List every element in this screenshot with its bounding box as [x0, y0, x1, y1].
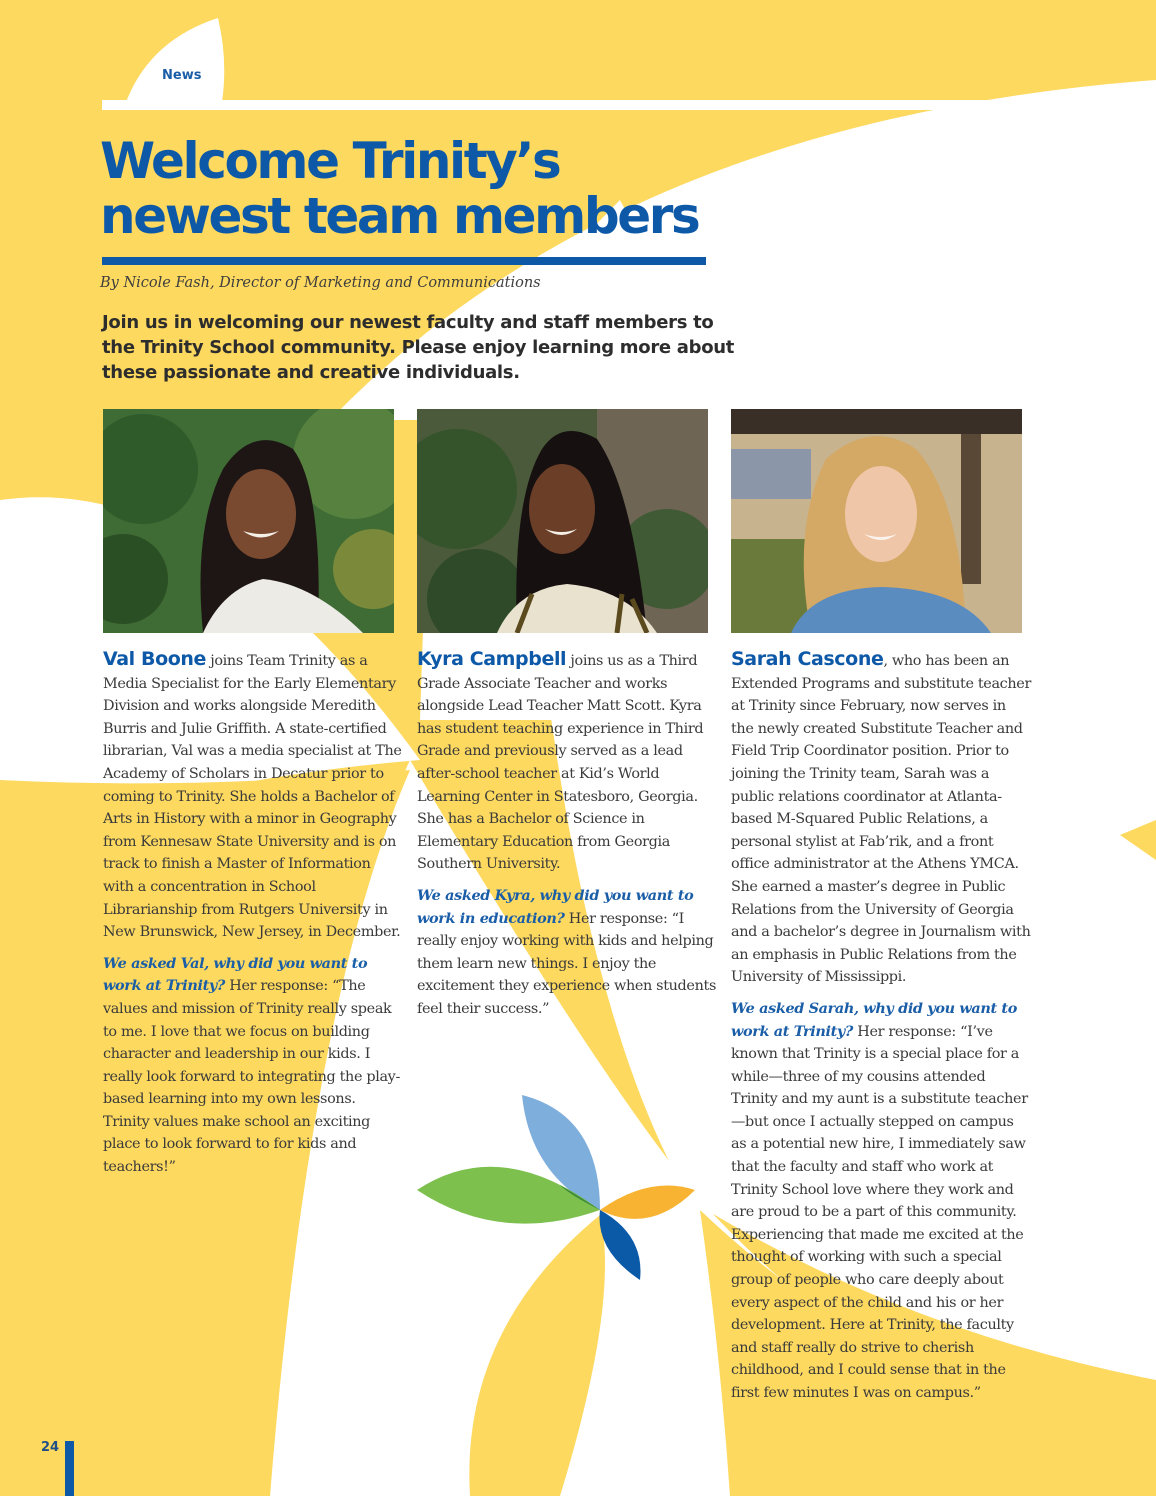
page-title: Welcome Trinity’s newest team members — [100, 132, 699, 245]
member-column-val-boone — [103, 648, 403, 1188]
member-bio-text: joins us as a Third Grade Associate Teacher and works alongside Lead Teacher Matt Scott. Kyra has student teaching experience in Third Grade and previously served as a lead after-school teacher at Kid’s World Learning Center in Statesboro, Georgia. She has a Bachelor of Science in Elementary Education from Georgia Southern University. — [417, 653, 704, 873]
member-qa — [103, 953, 403, 1179]
member-question: We asked Val, why did you want to work at Trinity? — [103, 954, 368, 995]
member-question: We asked Sarah, why did you want to work at Trinity? — [731, 999, 1017, 1040]
member-response: Her response: “I really enjoy working with kids and helping them learn new things. I enjoy the excitement they experience when students feel their success.” — [417, 910, 716, 1017]
trinity-leaf-logo-icon — [410, 1085, 710, 1285]
photo-val-boone — [103, 409, 394, 633]
page-number: 24 — [41, 1440, 60, 1455]
member-qa — [417, 885, 717, 1021]
page-number-bar — [65, 1441, 74, 1496]
title-underline — [102, 257, 706, 265]
member-column-kyra-campbell — [417, 648, 717, 1030]
member-name: Kyra Campbell — [417, 648, 567, 670]
member-question: We asked Kyra, why did you want to work in education? — [417, 886, 694, 927]
intro-paragraph: Join us in welcoming our newest faculty and staff members to the Trinity School community. Please enjoy learning more about these passionate and creative individuals. — [102, 312, 735, 383]
member-bio-text: joins Team Trinity as a Media Specialist for the Early Elementary Division and works alongside Meredith Burris and Julie Griffith. A state-certified librarian, Val was a media specialist at The Academy of Scholars in Decatur prior to coming to Trinity. She holds a Bachelor of Arts in History with a minor in Geography from Kennesaw State University and is on track to finish a Master of Information with a concentration in School Librarianship from Rutgers University in New Brunswick, New Jersey, in December. — [103, 653, 402, 941]
member-column-sarah-cascone — [731, 648, 1031, 1414]
member-name: Val Boone — [103, 648, 207, 670]
section-label: News — [162, 68, 202, 83]
member-bio-text: , who has been an Extended Programs and substitute teacher at Trinity since February, now serves in the newly created Substitute Teacher and Field Trip Coordinator position. Prior to joining the Trinity team, Sarah was a public relations coordinator at Atlanta-based M-Squared Public Relations, a personal stylist at Fab’rik, and a front office administrator at the Athens YMCA. She earned a master’s degree in Public Relations from the University of Georgia and a bachelor’s degree in Journalism with an emphasis in Public Relations from the University of Mississippi. — [731, 653, 1032, 986]
member-name: Sarah Cascone — [731, 648, 884, 670]
header-rule — [102, 100, 1156, 110]
photo-sarah-cascone — [731, 409, 1022, 633]
member-response: Her response: “I’ve known that Trinity is a special place for a while—three of my cousins attended Trinity and my aunt is a substitute teacher—but once I actually stepped on campus as a potential new hire, I immediately saw that the faculty and staff who work at Trinity School love where they work and are proud to be a part of this community. Experiencing that made me excited at the thought of working with such a special group of people who care deeply about every aspect of the child and his or her development. Here at Trinity, the faculty and staff really do strive to cherish childhood, and I could sense that in the first few minutes I was on campus.” — [731, 1023, 1028, 1401]
byline: By Nicole Fash, Director of Marketing and Communications — [100, 275, 541, 291]
photo-kyra-campbell — [417, 409, 708, 633]
member-response: Her response: “The values and mission of Trinity really speak to me. I love that we focus on building character and leadership in our kids. I really look forward to integrating the play-based learning into my own lessons. Trinity values make school an exciting place to look forward to for kids and teachers!” — [103, 978, 400, 1176]
member-bio — [103, 648, 403, 944]
member-bio — [731, 648, 1031, 989]
member-qa — [731, 998, 1031, 1405]
member-bio — [417, 648, 717, 876]
